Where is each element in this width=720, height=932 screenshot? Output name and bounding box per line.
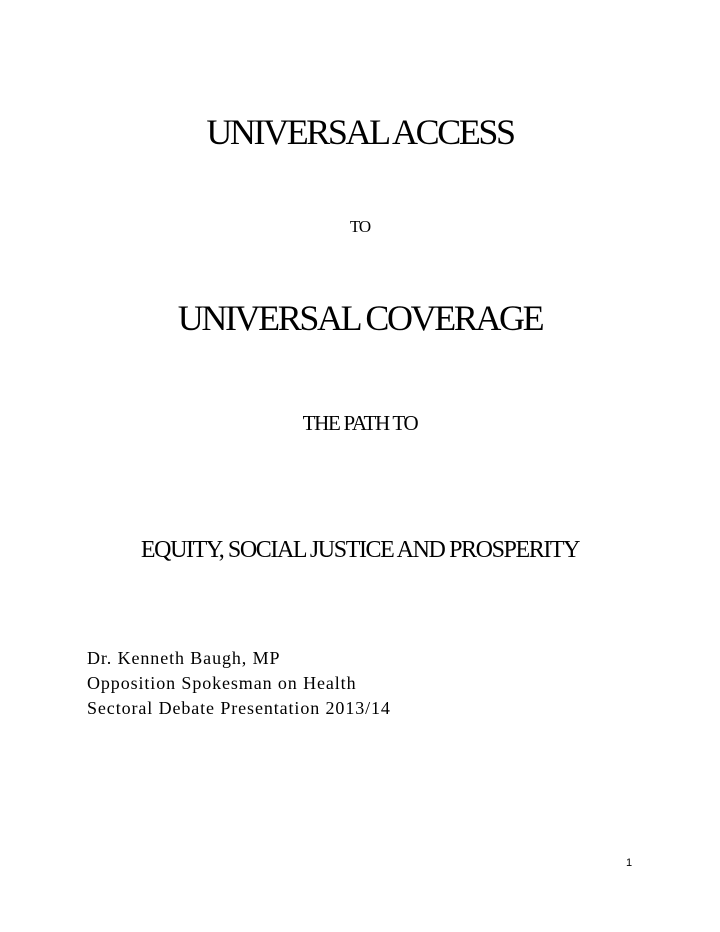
title-universal-access: UNIVERSAL ACCESS bbox=[206, 112, 514, 152]
title-connector-to: TO bbox=[349, 217, 371, 236]
presentation-event: Sectoral Debate Presentation 2013/14 bbox=[87, 698, 391, 718]
author-role: Opposition Spokesman on Health bbox=[87, 673, 357, 693]
author-name: Dr. Kenneth Baugh, MP bbox=[87, 648, 281, 668]
subtitle-equity-justice-prosperity: EQUITY, SOCIAL JUSTICE AND PROSPERITY bbox=[140, 537, 580, 563]
title-universal-coverage: UNIVERSAL COVERAGE bbox=[177, 298, 543, 338]
page-number: 1 bbox=[626, 857, 633, 869]
author-block bbox=[87, 646, 391, 721]
subtitle-the-path-to: THE PATH TO bbox=[302, 411, 418, 435]
